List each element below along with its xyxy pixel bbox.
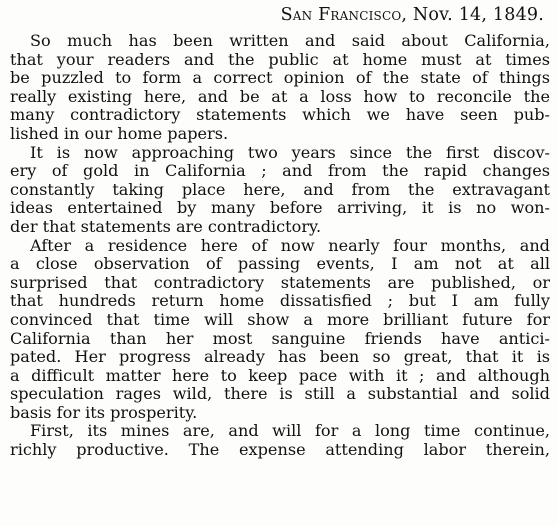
text-line: that hundreds return home dissatisfied ; but I am fully [10, 291, 550, 311]
text-line: pated. Her progress already has been so great, that it is [10, 347, 550, 367]
text-line: surprised that contradictory statements are published, or [10, 272, 550, 292]
text-line: many contradictory statements which we have seen pub- [10, 105, 550, 125]
text-line: After a residence here of now nearly four months, and [30, 235, 550, 255]
text-line: lished in our home papers. [10, 123, 229, 143]
text-line: that your readers and the public at home must at times [10, 49, 550, 69]
text-line: constantly taking place here, and from the extravagant [10, 179, 550, 199]
text-line: really existing here, and be at a loss how to reconcile the [10, 86, 550, 106]
text-line: convinced that time will show a more brilliant future for [10, 309, 550, 329]
paragraph-2 [10, 144, 550, 237]
text-line: ery of gold in California ; and from the rapid changes [10, 161, 550, 181]
dateline-city: San Francisco, [280, 5, 408, 25]
text-line: California than her most sanguine friends have antici- [10, 328, 550, 348]
dateline-date: Nov. 14, 1849. [412, 5, 544, 25]
text-line: ideas entertained by many before arriving, it is no won- [10, 198, 550, 218]
text-line: It is now approaching two years since the first discov- [30, 142, 550, 162]
text-line: So much has been written and said about California, [30, 31, 550, 50]
text-line: be puzzled to form a correct opinion of the state of things [10, 68, 550, 88]
text-line: a difficult matter here to keep pace with it ; and although [10, 365, 550, 385]
paragraph-1 [10, 32, 550, 144]
text-line: First, its mines are, and will for a long time continue, [30, 421, 550, 441]
article [10, 4, 550, 460]
dateline [10, 4, 550, 26]
paragraph-4 [10, 422, 550, 459]
text-line: a close observation of passing events, I am not at all [10, 254, 550, 274]
paragraph-3 [10, 237, 550, 423]
text-line: richly productive. The expense attending labor therein, [10, 440, 550, 460]
text-line: basis for its prosperity. [10, 402, 198, 422]
text-line: der that statements are contradictory. [10, 216, 322, 236]
text-line: speculation rages wild, there is still a substantial and solid [10, 384, 550, 404]
